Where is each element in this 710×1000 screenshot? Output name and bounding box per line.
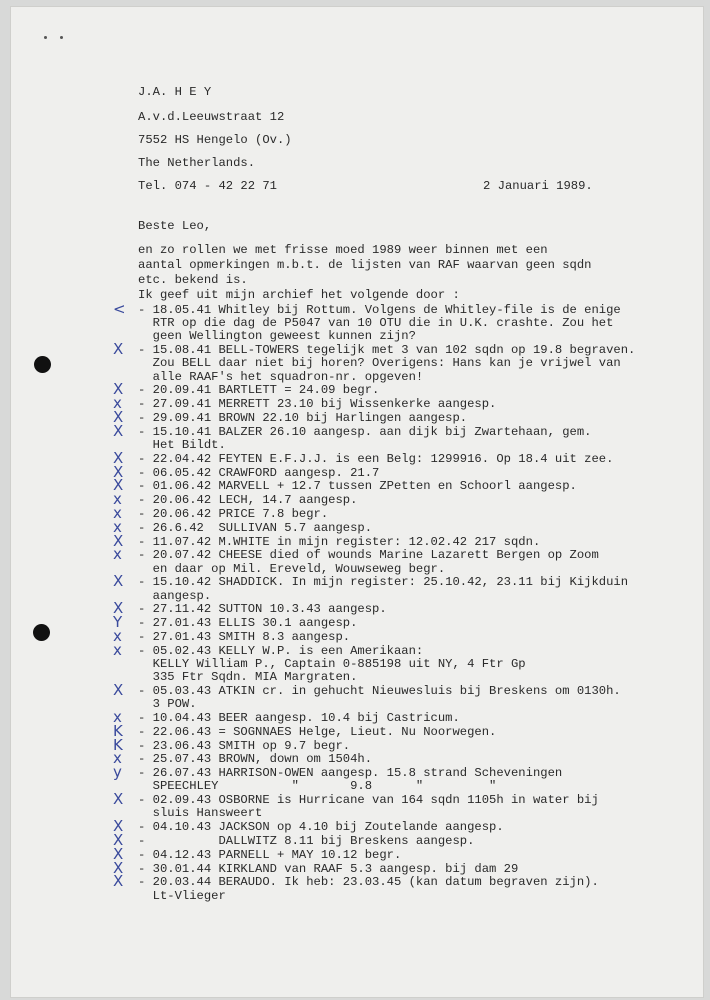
check-mark: X xyxy=(113,448,124,467)
record-line: RTR op die dag de P5047 van 10 OTU die in U.K. crashte. Zou het xyxy=(138,316,614,331)
check-mark: x xyxy=(113,708,122,726)
record-line: - 05.03.43 ATKIN cr. in gehucht Nieuwesluis bij Breskens om 0130h. xyxy=(138,684,621,698)
record-line: - 15.08.41 BELL-TOWERS tegelijk met 3 van 102 sqdn op 19.8 begraven. xyxy=(138,343,636,358)
check-mark: y xyxy=(113,763,122,782)
record-line: - 27.11.42 SUTTON 10.3.43 aangesp. xyxy=(138,602,387,617)
record-line: SPEECHLEY " 9.8 " " xyxy=(138,779,497,794)
record-line: KELLY William P., Captain 0-885198 uit NY, 4 Ftr Gp xyxy=(138,657,526,671)
sender-name: J.A. H E Y xyxy=(138,85,212,99)
check-mark: X xyxy=(113,531,124,550)
record-line: - 04.10.43 JACKSON op 4.10 bij Zoutelande aangesp. xyxy=(138,820,504,835)
record-line: - 15.10.41 BALZER 26.10 aangesp. aan dijk bij Zwartehaan, gem. xyxy=(138,424,592,439)
sender-street: A.v.d.Leeuwstraat 12 xyxy=(138,110,285,124)
check-mark: x xyxy=(113,749,122,768)
check-mark: K xyxy=(113,721,123,740)
check-mark: < xyxy=(113,300,126,318)
check-mark: X xyxy=(113,817,124,836)
check-mark: X xyxy=(113,599,124,618)
record-line: - 29.09.41 BROWN 22.10 bij Harlingen aangesp. xyxy=(138,411,468,425)
check-mark: X xyxy=(113,380,124,399)
intro-line: aantal opmerkingen m.b.t. de lijsten van RAF waarvan geen sqdn xyxy=(138,258,592,272)
check-mark: x xyxy=(113,504,122,522)
check-mark: X xyxy=(113,844,124,863)
record-line: - 15.10.42 SHADDICK. In mijn register: 25.10.42, 23.11 bij Kijkduin xyxy=(138,575,629,590)
check-mark: Y xyxy=(113,613,123,632)
check-mark: X xyxy=(113,572,124,591)
record-line: - 27.09.41 MERRETT 23.10 bij Wissenkerke aangesp. xyxy=(138,397,497,412)
record-line: - 26.07.43 HARRISON-OWEN aangesp. 15.8 strand Scheveningen xyxy=(138,766,563,781)
record-line: - 22.06.43 = SOGNNAES Helge, Lieut. Nu Noorwegen. xyxy=(138,724,497,739)
sender-country: The Netherlands. xyxy=(138,156,256,170)
check-mark: X xyxy=(113,681,124,699)
record-line: - 20.07.42 CHEESE died of wounds Marine Lazarett Bergen op Zoom xyxy=(138,548,599,563)
record-line: Zou BELL daar niet bij horen? Overigens: Hans kan je vrijwel van xyxy=(138,356,621,371)
record-line: sluis Hansweert xyxy=(138,806,263,821)
check-mark: x xyxy=(113,394,122,413)
record-line: - 20.03.44 BERAUDO. Ik heb: 23.03.45 (kan datum begraven zijn). xyxy=(138,875,599,890)
record-line: - 06.05.42 CRAWFORD aangesp. 21.7 xyxy=(138,465,380,480)
record-line: alle RAAF's het squadron-nr. opgeven! xyxy=(138,369,424,384)
check-mark: X xyxy=(113,421,124,440)
record-line: - 02.09.43 OSBORNE is Hurricane van 164 sqdn 1105h in water bij xyxy=(138,793,599,808)
record-line: - 11.07.42 M.WHITE in mijn register: 12.02.42 217 sqdn. xyxy=(138,534,541,549)
check-mark: X xyxy=(113,340,124,359)
check-mark: X xyxy=(113,790,124,809)
punch-hole-top xyxy=(34,356,51,373)
record-line: - 26.6.42 SULLIVAN 5.7 aangesp. xyxy=(138,520,373,535)
record-line: - 20.09.41 BARTLETT = 24.09 begr. xyxy=(138,383,380,398)
record-line: - 20.06.42 LECH, 14.7 aangesp. xyxy=(138,493,358,508)
check-mark: X xyxy=(113,858,124,877)
record-line: geen Wellington geweest kunnen zijn? xyxy=(138,329,416,344)
intro-line: en zo rollen we met frisse moed 1989 weer binnen met een xyxy=(138,243,548,257)
check-mark: X xyxy=(113,408,124,426)
record-line: - 20.06.42 PRICE 7.8 begr. xyxy=(138,507,329,521)
check-mark: X xyxy=(113,831,124,849)
record-line: - 18.05.41 Whitley bij Rottum. Volgens de Whitley-file is de enige xyxy=(138,303,621,317)
intro-line: Ik geef uit mijn archief het volgende door : xyxy=(138,288,460,302)
record-line: - 30.01.44 KIRKLAND van RAAF 5.3 aangesp. bij dam 29 xyxy=(138,861,519,876)
record-line: - 05.02.43 KELLY W.P. is een Amerikaan: xyxy=(138,643,424,658)
record-line: - 27.01.43 ELLIS 30.1 aangesp. xyxy=(138,616,358,631)
record-line: 3 POW. xyxy=(138,697,197,712)
record-line: Lt-Vlieger xyxy=(138,888,226,903)
check-mark: X xyxy=(113,476,124,495)
check-mark: K xyxy=(113,735,123,754)
record-line: - 27.01.43 SMITH 8.3 aangesp. xyxy=(138,630,351,644)
record-line: aangesp. xyxy=(138,588,212,603)
record-line: 335 Ftr Sqdn. MIA Margraten. xyxy=(138,670,358,685)
check-mark: x xyxy=(113,517,122,536)
check-mark: x xyxy=(113,490,122,509)
record-line: - DALLWITZ 8.11 bij Breskens aangesp. xyxy=(138,834,475,848)
record-line: Het Bildt. xyxy=(138,438,226,452)
check-mark: X xyxy=(113,872,124,891)
record-line: - 23.06.43 SMITH op 9.7 begr. xyxy=(138,738,351,753)
check-mark: X xyxy=(113,462,124,481)
check-mark: x xyxy=(113,640,122,659)
intro-line: etc. bekend is. xyxy=(138,273,248,287)
salutation: Beste Leo, xyxy=(138,219,212,233)
record-line: - 01.06.42 MARVELL + 12.7 tussen ZPetten en Schoorl aangesp. xyxy=(138,479,577,494)
letter-page xyxy=(10,6,704,998)
check-mark: x xyxy=(113,545,122,564)
record-line: - 25.07.43 BROWN, down om 1504h. xyxy=(138,752,373,767)
record-line: - 04.12.43 PARNELL + MAY 10.12 begr. xyxy=(138,847,402,862)
record-line: - 10.04.43 BEER aangesp. 10.4 bij Castricum. xyxy=(138,711,460,725)
staple-marks xyxy=(44,36,64,40)
sender-city: 7552 HS Hengelo (Ov.) xyxy=(138,133,292,147)
record-line: - 22.04.42 FEYTEN E.F.J.J. is een Belg: 1299916. Op 18.4 uit zee. xyxy=(138,451,614,466)
record-line: en daar op Mil. Ereveld, Wouwseweg begr. xyxy=(138,561,446,576)
sender-phone: Tel. 074 - 42 22 71 xyxy=(138,179,277,193)
check-mark: x xyxy=(113,627,122,645)
letter-date: 2 Januari 1989. xyxy=(483,179,593,193)
punch-hole-bottom xyxy=(33,624,50,641)
